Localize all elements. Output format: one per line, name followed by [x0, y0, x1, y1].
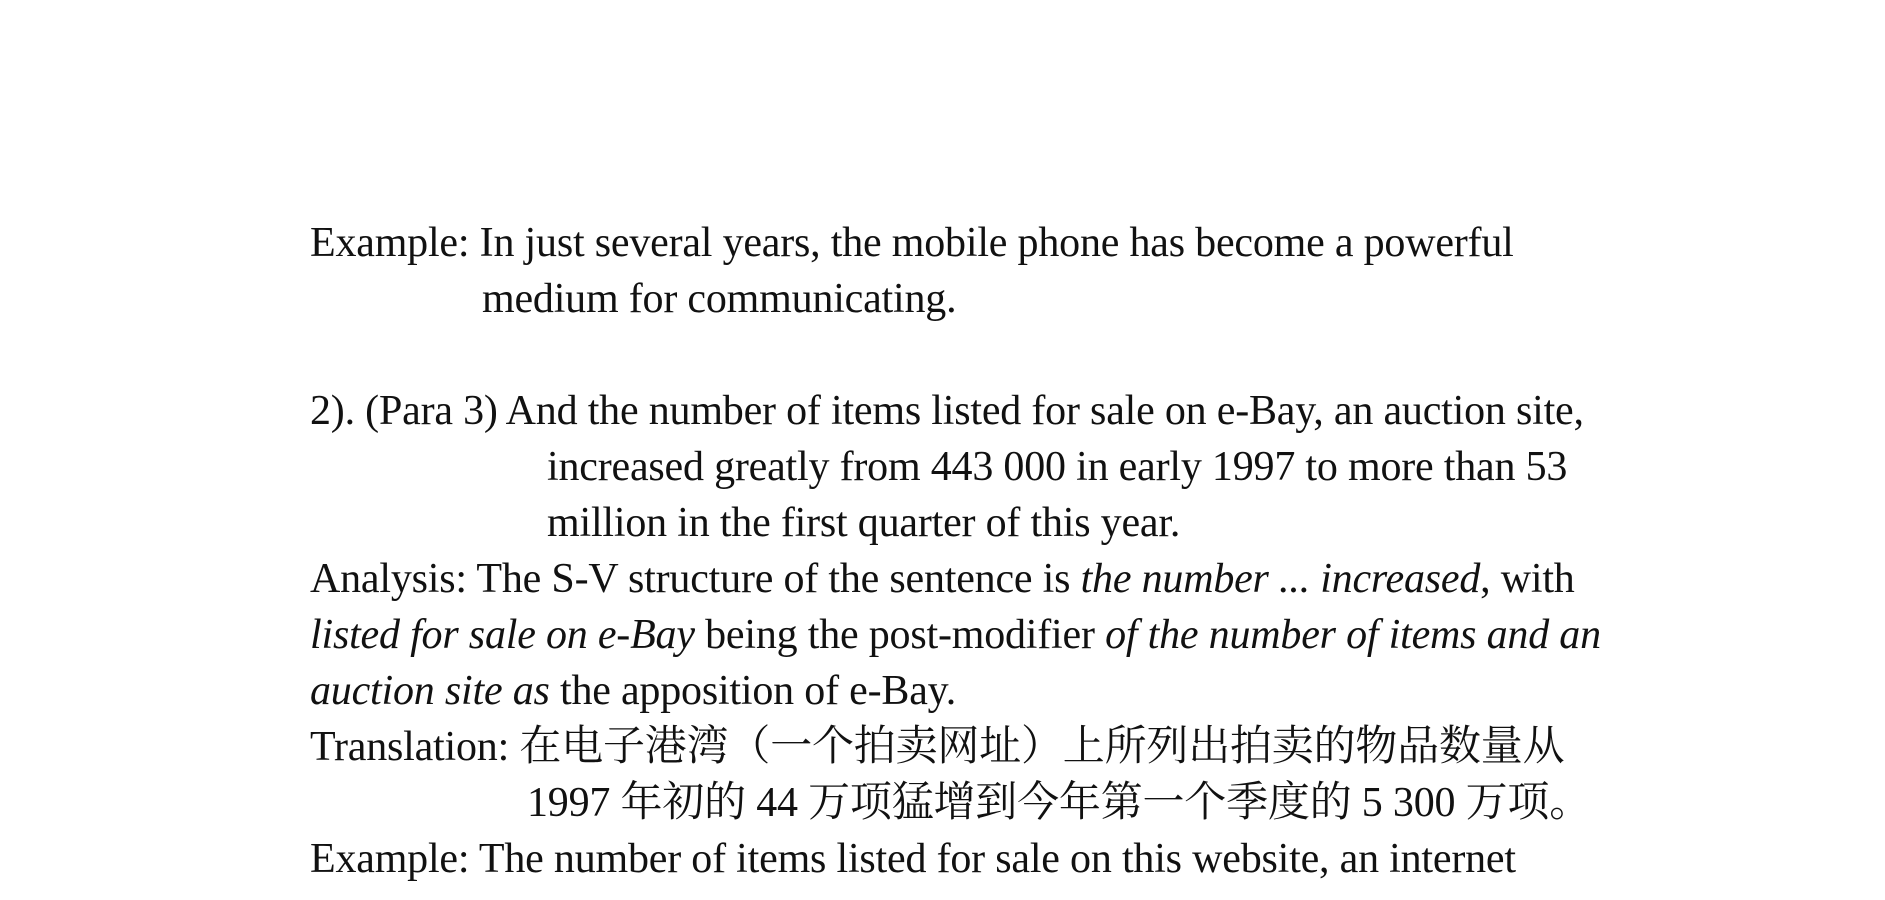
item-2-text-line-1: And the number of items listed for sale on e-Bay, an auction site,	[505, 388, 1584, 434]
analysis-line-1	[310, 554, 1575, 604]
analysis-line-3	[310, 666, 956, 716]
analysis-italic-phrase: the number ... increased	[1080, 556, 1481, 602]
translation-text-line-2: 1997 年初的 44 万项猛增到今年第一个季度的 5 300 万项。	[527, 780, 1592, 826]
example-1-text-line-1: In just several years, the mobile phone has become a powerful	[479, 220, 1514, 266]
item-2-text-line-3: million in the first quarter of this year.	[547, 500, 1181, 546]
translation-line-2	[527, 778, 1591, 828]
item-2-line-1	[310, 386, 1584, 436]
example-1-line-1	[310, 218, 1514, 268]
example-1-line-2	[482, 274, 956, 324]
analysis-italic-phrase: listed for sale on e-Bay	[310, 612, 695, 658]
translation-label: Translation:	[310, 724, 510, 770]
analysis-text: , with	[1480, 556, 1575, 602]
translation-text-line-1: 在电子港湾（一个拍卖网址）上所列出拍卖的物品数量从	[519, 724, 1565, 770]
analysis-text: being the post-modifier	[705, 612, 1095, 658]
example-1-text-line-2: medium for communicating.	[482, 276, 957, 322]
analysis-italic-phrase: auction site as	[310, 668, 550, 714]
analysis-line-2	[310, 610, 1601, 660]
translation-line-1	[310, 722, 1564, 772]
example-1-label: Example:	[310, 220, 470, 266]
item-2-line-2	[547, 442, 1567, 492]
example-2-line-1	[310, 834, 1516, 884]
analysis-text: the apposition of e-Bay.	[559, 668, 957, 714]
example-2-text-line-1: The number of items listed for sale on this website, an internet	[478, 836, 1516, 882]
analysis-label: Analysis:	[310, 556, 467, 602]
analysis-italic-phrase: of the number of items and an	[1105, 612, 1601, 658]
item-2-prefix: 2). (Para 3)	[310, 388, 498, 434]
item-2-line-3	[547, 498, 1180, 548]
analysis-text: The S-V structure of the sentence is	[476, 556, 1071, 602]
example-2-label: Example:	[310, 836, 470, 882]
item-2-text-line-2: increased greatly from 443 000 in early 1997 to more than 53	[547, 444, 1568, 490]
